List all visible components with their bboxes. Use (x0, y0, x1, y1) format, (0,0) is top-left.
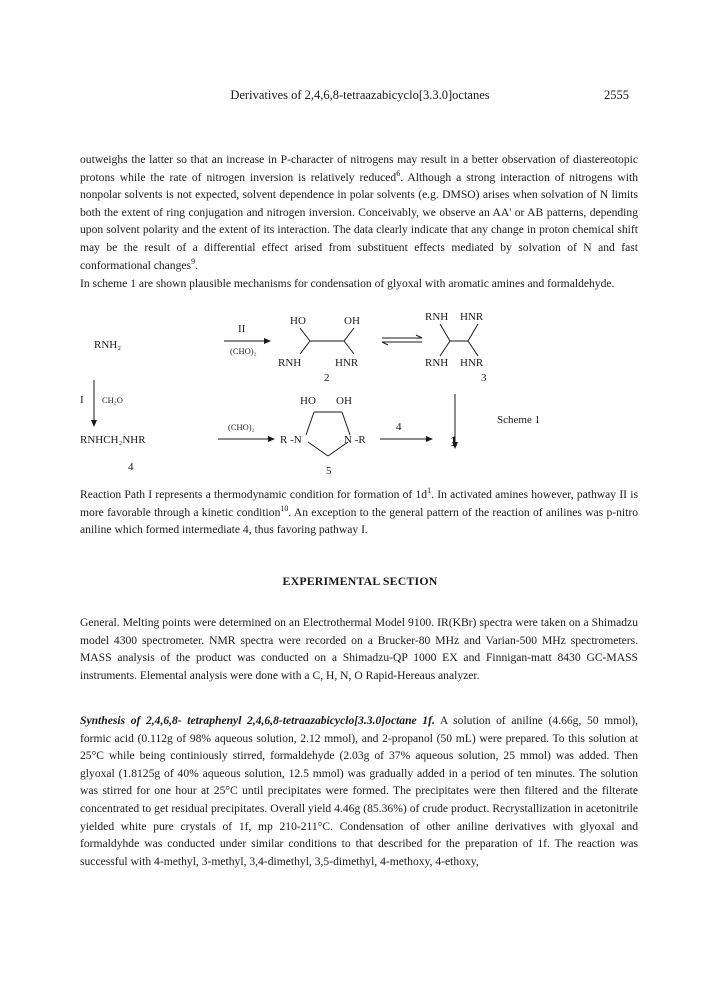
compound-2-label: 2 (324, 372, 330, 384)
ring-bond-left (306, 412, 314, 435)
intermediate-2-bonds-lower (300, 341, 354, 354)
reference-superscript: 10 (280, 503, 289, 513)
compound-3-label: 3 (481, 372, 487, 384)
path-ii-label: II (238, 323, 246, 335)
synthesis-title: Synthesis of 2,4,6,8- tetraphenyl 2,4,6,8-tetraazabicyclo[3.3.0]octane 1f. (80, 714, 435, 727)
oh-label: OH (344, 315, 360, 327)
intermediate-2-bonds (300, 328, 354, 341)
reference-superscript: 9 (191, 256, 196, 266)
arrowhead (268, 436, 275, 442)
glyoxal-step-label: (CHO)₂ (228, 422, 255, 432)
ring-bond-right (342, 412, 350, 435)
ho-label: HO (290, 315, 306, 327)
step-4-label: 4 (396, 421, 402, 433)
hnr-top-label: HNR (460, 311, 484, 323)
compound-4-label: 4 (128, 461, 134, 473)
ring-n-left-label: R -N (280, 434, 302, 446)
ring-bond-bottom-left (308, 442, 328, 456)
arrowhead (426, 436, 433, 442)
running-header-title: Derivatives of 2,4,6,8-tetraazabicyclo[3.3.0]octanes (230, 88, 490, 102)
oh-ring-label: OH (336, 395, 352, 407)
page-number: 2555 (604, 88, 629, 102)
reference-superscript: 1 (427, 486, 432, 496)
amine-label: RNH₂ (94, 339, 122, 351)
path-i-label: I (80, 394, 84, 406)
aminal-label: RNHCH₂NHR (80, 434, 146, 446)
rnh-bottom-label: RNH (425, 357, 449, 369)
reaction-scheme (80, 308, 640, 476)
scheme-caption: Scheme 1 (497, 414, 541, 426)
rnh-label: RNH (278, 357, 302, 369)
arrowhead (264, 338, 271, 344)
reference-superscript: 6 (396, 168, 401, 178)
diimine-3-bonds (440, 324, 478, 341)
section-heading-experimental: EXPERIMENTAL SECTION (282, 574, 438, 588)
ho-ring-label: HO (300, 395, 316, 407)
paragraph-scheme-intro: In scheme 1 are shown plausible mechanisms for condensation of glyoxal with aromatic amines and formaldehyde. (80, 277, 615, 290)
compound-5-label: 5 (326, 465, 332, 476)
formaldehyde-label: CH₂O (102, 395, 123, 405)
paragraph-nitrogen-inversion: outweighs the latter so that an increase in P-character of nitrogens may result in a better observation of diastereotopic protons while the rate of nitrogen inversion is relatively reduced$^6$. Although a strong interaction of nitrogens with nonpolar solvents is not expected, solvent dependence in polar solvents (e.g. DMSO) arises when solvation of N limits both the extent of ring conjugation and nitrogen inversion. Conceivably, we observe an AA' or AB patterns, depending upon solvent polarity and the extent of its interaction. The data clearly indicate that any change in proton chemical shift may be the result of a differential effect arised from substituent effects mediated by solvation of N and fast conformational changes$^9$. (80, 153, 639, 272)
hnr-label: HNR (335, 357, 359, 369)
arrowhead (91, 420, 97, 427)
rnh-top-label: RNH (425, 311, 449, 323)
glyoxal-label: (CHO)₂ (230, 346, 257, 356)
diimine-3-bonds-lower (440, 341, 478, 356)
product-1-label: 1 (450, 434, 458, 450)
hnr-bottom-label: HNR (460, 357, 484, 369)
paragraph-general-methods: General. Melting points were determined on an Electrothermal Model 9100. IR(KBr) spectra were taken on a Shimadzu model 4300 spectrometer. NMR spectra were recorded on a Brucker-80 MHz and Varian-500 MHz spectrometers. MASS analysis of the product was conducted on a Shimadzu-QP 1000 EX and Finnigan-matt 8430 GC-MASS instruments. Elemental analysis were done with a C, H, N, O Rapid-Hereaus analyzer. (80, 616, 638, 682)
paragraph-reaction-path: Reaction Path I represents a thermodynamic condition for formation of $1d^1$. In activated amines however, pathway II is more favorable through a kinetic condition$^{10}$. An exception to the general pattern of the reaction of anilines was p-nitro aniline which formed intermediate 4, thus favoring pathway I. (80, 486, 638, 537)
paragraph-synthesis: Synthesis of 2,4,6,8- tetraphenyl 2,4,6,8-tetraazabicyclo[3.3.0]octane 1f. A solution of aniline (4.66g, 50 mmol), formic acid (0.112g of 98% aqueous solution, 2.12 mmol), and 2-propanol (50 mL) were prepared. To this solution at 25°C while being continiously stirred, formaldehyde (2.03g of 37% aqueous solution, 25 mmol) was added. Then glyoxal (1.8125g of 40% aqueous solution, 12.5 mmol) was gradually added in a period of ten minutes. The solution was stirred for one hour at 25°C until precipitates were formed. The precipitates were then filtered and the filterate concentrated to get residual precipitates. Overall yield 4.46g (85.36%) of crude product. Recrystallization in acetonitrile yielded white pure crystals of 1f, mp 210-211°C. Condensation of other aniline derivatives with glyoxal and formaldyhde was conducted under similar conditions to that described for the preparation of 1f. The reaction was successful with 4-methyl, 3-methyl, 3,4-dimethyl, 3,5-dimethyl, 4-methoxy, 4-ethoxy, (80, 714, 638, 868)
ring-n-right-label: N -R (344, 434, 366, 446)
